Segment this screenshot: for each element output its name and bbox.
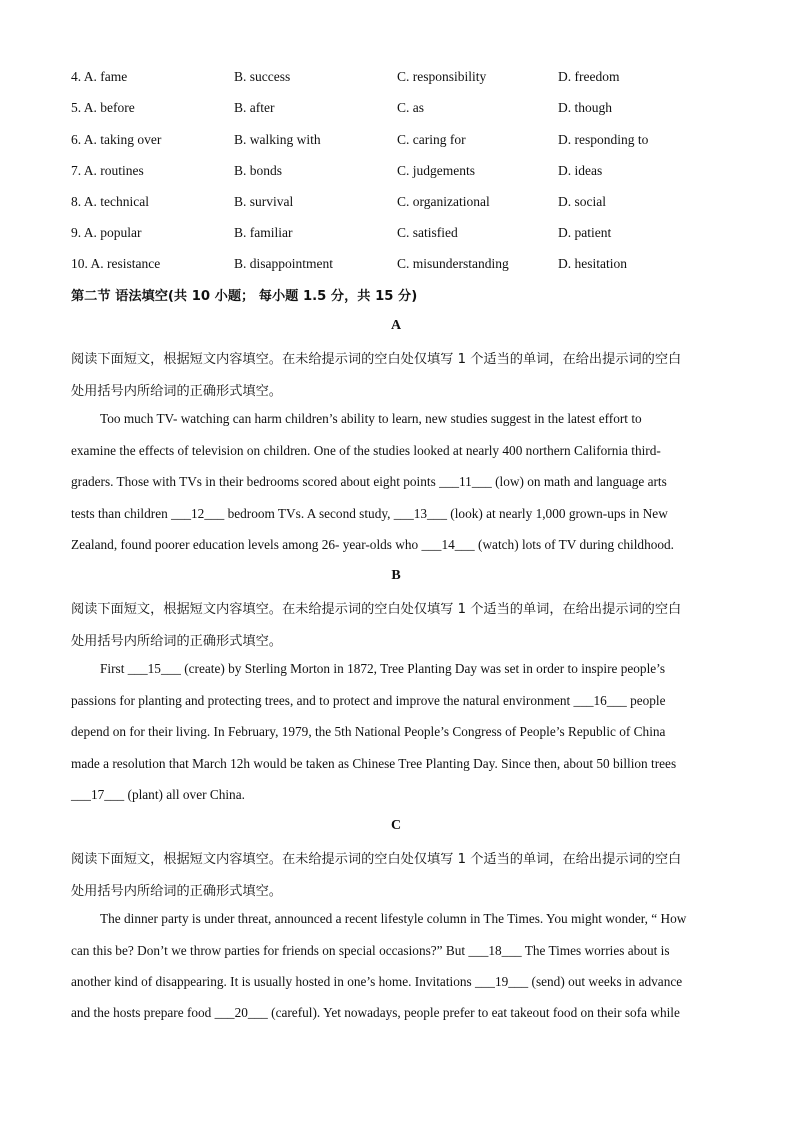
- option-6d: D. responding to: [558, 132, 649, 147]
- part-a-instruction-2: 处用括号内所给词的正确形式填空。: [71, 384, 282, 399]
- option-5c: C. as: [397, 100, 424, 115]
- option-5d: D. though: [558, 100, 612, 115]
- part-b-heading: B: [391, 568, 401, 583]
- part-b-line-3: depend on for their living. In February, 1979, the 5th National People’s Congress of People’s Republic of China: [71, 724, 666, 739]
- option-10d: D. hesitation: [558, 256, 627, 271]
- option-10b: B. disappointment: [234, 256, 333, 271]
- part-b-line-4: made a resolution that March 12h would be taken as Chinese Tree Planting Day. Since then, about 50 billion trees: [71, 756, 677, 771]
- option-9d: D. patient: [558, 225, 612, 240]
- option-7a: 7. A. routines: [71, 163, 144, 178]
- part-a-line-3: graders. Those with TVs in their bedrooms scored about eight points ___11___ (low) on math and language arts: [71, 474, 667, 489]
- option-row-8: [71, 194, 721, 214]
- part-a-line-1: Too much TV- watching can harm children’s ability to learn, new studies suggest in the latest effort to: [100, 411, 642, 426]
- part-a-line-2: examine the effects of television on children. One of the studies looked at nearly 400 northern California third-: [71, 443, 661, 458]
- part-b-line-5: ___17___ (plant) all over China.: [71, 787, 245, 802]
- option-6a: 6. A. taking over: [71, 132, 162, 147]
- option-row-5: [71, 100, 721, 120]
- part-b-instruction-1: 阅读下面短文，根据短文内容填空。在未给提示词的空白处仅填写 1 个适当的单词，在给出提示词的空白: [71, 602, 682, 617]
- option-4a: 4. A. fame: [71, 69, 128, 84]
- option-row-9: [71, 225, 721, 245]
- part-a-line-5: Zealand, found poorer education levels among 26- year-olds who ___14___ (watch) lots of TV during childhood.: [71, 537, 675, 552]
- option-9c: C. satisfied: [397, 225, 458, 240]
- option-10c: C. misunderstanding: [397, 256, 509, 271]
- option-6b: B. walking with: [234, 132, 321, 147]
- part-c-line-2: can this be? Don’t we throw parties for friends on special occasions?” But ___18___ The Times worries about is: [71, 943, 670, 958]
- option-7d: D. ideas: [558, 163, 603, 178]
- part-a-instruction-1: 阅读下面短文，根据短文内容填空。在未给提示词的空白处仅填写 1 个适当的单词，在给出提示词的空白: [71, 352, 682, 367]
- part-a-heading: A: [390, 318, 402, 333]
- part-c-line-3: another kind of disappearing. It is usually hosted in one’s home. Invitations ___19___ (send) out weeks in advance: [71, 974, 683, 989]
- option-7b: B. bonds: [234, 163, 283, 178]
- option-row-6: [71, 132, 721, 152]
- part-c-instruction-1: 阅读下面短文，根据短文内容填空。在未给提示词的空白处仅填写 1 个适当的单词，在给出提示词的空白: [71, 852, 682, 867]
- part-b-instruction-2: 处用括号内所给词的正确形式填空。: [71, 634, 282, 649]
- option-row-7: [71, 163, 721, 183]
- option-8c: C. organizational: [397, 194, 490, 209]
- option-8a: 8. A. technical: [71, 194, 149, 209]
- part-b-line-2: passions for planting and protecting trees, and to protect and improve the natural environment ___16___ people: [71, 693, 666, 708]
- part-b-line-1: First ___15___ (create) by Sterling Morton in 1872, Tree Planting Day was set in order to inspire people’s: [100, 661, 666, 676]
- option-9a: 9. A. popular: [71, 225, 142, 240]
- option-7c: C. judgements: [397, 163, 475, 178]
- option-row-4: [71, 69, 721, 89]
- option-5b: B. after: [234, 100, 275, 115]
- option-8d: D. social: [558, 194, 606, 209]
- part-c-line-4: and the hosts prepare food ___20___ (careful). Yet nowadays, people prefer to eat takeout food on their sofa while: [71, 1005, 680, 1020]
- part-c-instruction-2: 处用括号内所给词的正确形式填空。: [71, 884, 282, 899]
- option-row-10: [71, 256, 721, 276]
- option-6c: C. caring for: [397, 132, 466, 147]
- part-c-heading: C: [390, 818, 402, 833]
- part-a-line-4: tests than children ___12___ bedroom TVs. A second study, ___13___ (look) at nearly 1,000 grown-ups in New: [71, 506, 668, 521]
- option-10a: 10. A. resistance: [71, 256, 161, 271]
- section-title: 第二节 语法填空(共 10 小题； 每小题 1.5 分，共 15 分): [71, 289, 418, 304]
- option-4b: B. success: [234, 69, 291, 84]
- option-8b: B. survival: [234, 194, 294, 209]
- option-4d: D. freedom: [558, 69, 620, 84]
- option-5a: 5. A. before: [71, 100, 135, 115]
- option-4c: C. responsibility: [397, 69, 487, 84]
- option-9b: B. familiar: [234, 225, 293, 240]
- part-c-line-1: The dinner party is under threat, announced a recent lifestyle column in The Times. You might wonder, “ How: [100, 911, 687, 926]
